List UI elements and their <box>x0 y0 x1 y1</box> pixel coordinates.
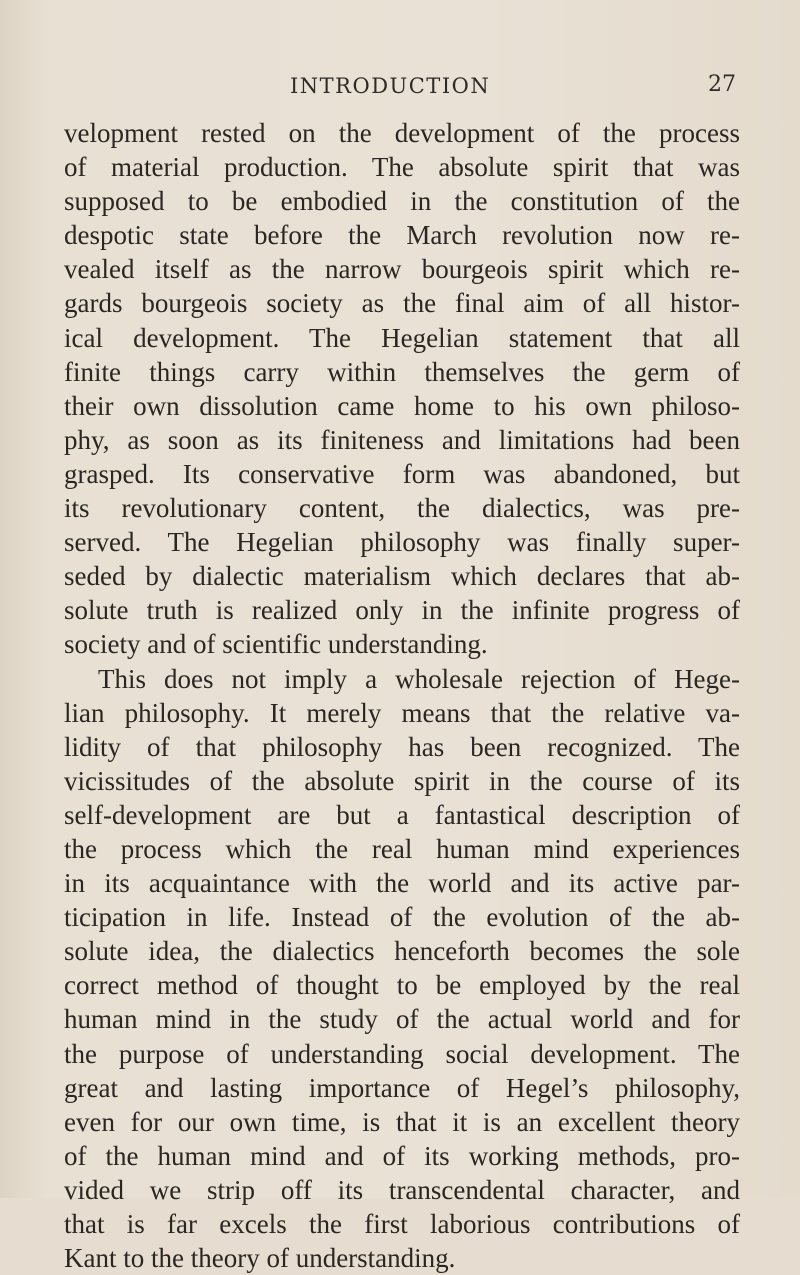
paragraph-1-line: supposed to be embodied in the constitution of the <box>64 186 740 217</box>
paragraph-2-line: solute idea, the dialectics henceforth becomes the sole <box>64 936 740 967</box>
paragraph-1-line: phy, as soon as its finiteness and limitations had been <box>64 424 740 455</box>
body-text <box>64 116 740 1275</box>
paragraph-1-line: velopment rested on the development of the process <box>64 118 740 148</box>
paragraph-1-line: of material production. The absolute spirit that was <box>64 152 740 183</box>
paragraph-1-line: gards bourgeois society as the final aim of all histor- <box>64 288 740 319</box>
paragraph-2-line: human mind in the study of the actual world and for <box>64 1004 740 1035</box>
paragraph-2-line: lidity of that philosophy has been recognized. The <box>64 731 740 762</box>
paragraph-2-line: vicissitudes of the absolute spirit in the course of its <box>64 765 740 796</box>
paragraph-2-line: the purpose of understanding social development. The <box>64 1038 740 1069</box>
paragraph-1-line: vealed itself as the narrow bourgeois spirit which re- <box>64 254 740 285</box>
paragraph-1-line: ical development. The Hegelian statement that all <box>64 322 740 353</box>
paragraph-1-line: seded by dialectic materialism which declares that ab- <box>64 561 740 592</box>
running-title: INTRODUCTION <box>290 74 491 98</box>
paragraph-1-line: their own dissolution came home to his own philoso- <box>64 390 740 421</box>
paragraph-2-line: self-development are but a fantastical description of <box>64 799 740 830</box>
paragraph-2-line: in its acquaintance with the world and its active par- <box>64 868 740 899</box>
paragraph-2-line: even for our own time, is that it is an excellent theory <box>64 1106 740 1137</box>
page-number: 27 <box>708 72 736 97</box>
page-header <box>0 74 800 106</box>
paragraph-1-line: solute truth is realized only in the infinite progress of <box>64 595 740 626</box>
paragraph-2-line: the process which the real human mind experiences <box>64 833 740 864</box>
paragraph-1-line: despotic state before the March revolution now re- <box>64 220 740 251</box>
paragraph-2-line: lian philosophy. It merely means that the relative va- <box>64 697 740 728</box>
paragraph-2-line: This does not imply a wholesale rejection of Hege- <box>98 663 740 694</box>
paragraph-1-line: served. The Hegelian philosophy was finally super- <box>64 527 740 558</box>
paragraph-2-line: vided we strip off its transcendental character, and <box>64 1174 740 1205</box>
paragraph-2-line: Kant to the theory of understanding. <box>64 1243 456 1274</box>
paragraph-1-line: society and of scientific understanding. <box>64 629 488 660</box>
paragraph-2-line: of the human mind and of its working methods, pro- <box>64 1140 740 1171</box>
paragraph-1-line: grasped. Its conservative form was abandoned, but <box>64 458 740 489</box>
paragraph-1-line: finite things carry within themselves the germ of <box>64 356 740 387</box>
paragraph-2-line: great and lasting importance of Hegel’s philosophy, <box>64 1072 740 1103</box>
paragraph-1-line: its revolutionary content, the dialectics, was pre- <box>64 493 740 524</box>
paragraph-2-line: ticipation in life. Instead of the evolution of the ab- <box>64 902 740 933</box>
paragraph-2-line: correct method of thought to be employed by the real <box>64 970 740 1001</box>
paragraph-2-line: that is far excels the first laborious contributions of <box>64 1209 740 1239</box>
